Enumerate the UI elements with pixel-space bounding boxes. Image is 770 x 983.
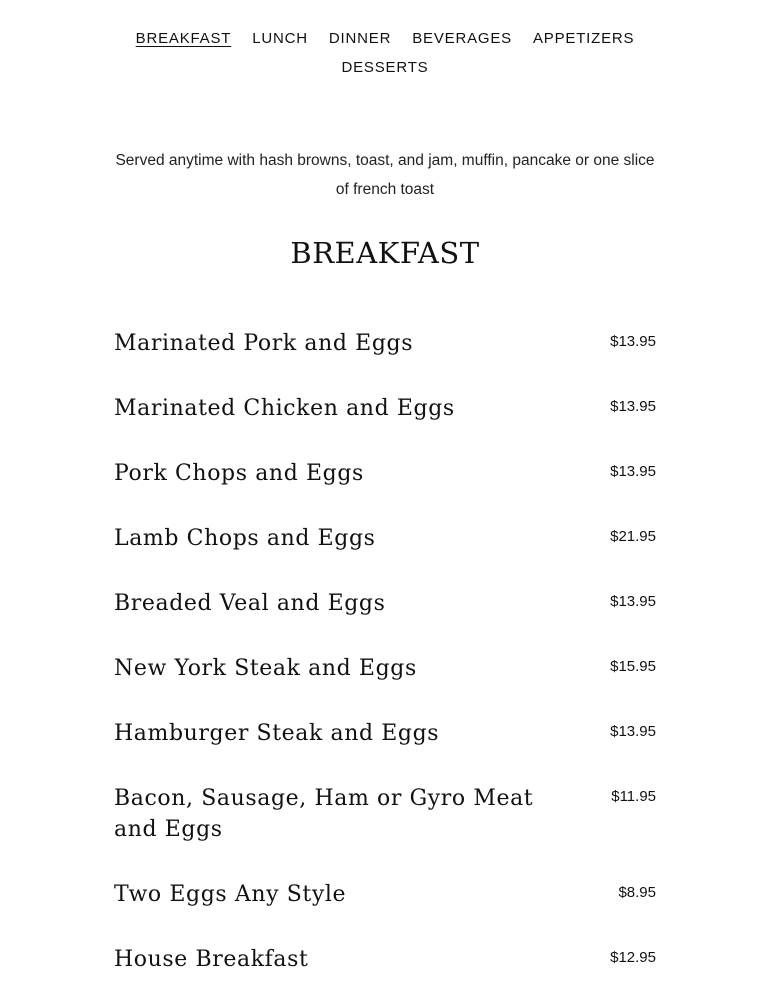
nav-link-desserts[interactable]: DESSERTS xyxy=(341,59,429,76)
menu-item-price: $13.95 xyxy=(610,593,656,610)
menu-item xyxy=(114,944,656,975)
menu-item xyxy=(114,523,656,554)
menu-item-price: $13.95 xyxy=(610,463,656,480)
menu-item xyxy=(114,588,656,619)
category-nav xyxy=(0,24,770,82)
menu-item-name: Bacon, Sausage, Ham or Gyro Meat and Eggs xyxy=(114,786,534,842)
menu-item xyxy=(114,458,656,489)
menu-item xyxy=(114,783,656,845)
menu-item-price: $13.95 xyxy=(610,723,656,740)
nav-row-1 xyxy=(0,24,770,53)
menu-item-price: $8.95 xyxy=(618,884,656,901)
menu-item-name: Marinated Pork and Eggs xyxy=(114,331,414,356)
nav-link-lunch[interactable]: LUNCH xyxy=(252,30,308,47)
section-title: BREAKFAST xyxy=(290,236,480,270)
menu-item xyxy=(114,718,656,749)
menu-item-price: $11.95 xyxy=(611,788,656,805)
section-description: Served anytime with hash browns, toast, and jam, muffin, pancake or one slice of french toast xyxy=(115,151,655,198)
nav-link-beverages[interactable]: BEVERAGES xyxy=(412,30,512,47)
menu-item-price: $21.95 xyxy=(610,528,656,545)
menu-item-name: House Breakfast xyxy=(114,947,309,972)
nav-link-dinner[interactable]: DINNER xyxy=(328,30,392,47)
nav-link-breakfast[interactable]: BREAKFAST xyxy=(135,30,232,47)
menu-item xyxy=(114,879,656,910)
menu-item-name: Marinated Chicken and Eggs xyxy=(114,396,455,421)
menu-item-price: $13.95 xyxy=(610,398,656,415)
menu-item xyxy=(114,393,656,424)
menu-item-name: New York Steak and Eggs xyxy=(114,656,417,681)
menu-item-name: Two Eggs Any Style xyxy=(114,882,347,907)
menu-item-price: $12.95 xyxy=(610,949,656,966)
menu-item xyxy=(114,653,656,684)
menu-item-name: Breaded Veal and Eggs xyxy=(114,591,386,616)
nav-link-appetizers[interactable]: APPETIZERS xyxy=(532,30,635,47)
menu-item-price: $13.95 xyxy=(610,333,656,350)
menu-item-name: Hamburger Steak and Eggs xyxy=(114,721,440,746)
menu-item-price: $15.95 xyxy=(610,658,656,675)
menu-item xyxy=(114,328,656,359)
nav-row-2 xyxy=(0,53,770,82)
menu-item-name: Pork Chops and Eggs xyxy=(114,461,364,486)
menu-item-name: Lamb Chops and Eggs xyxy=(114,526,376,551)
